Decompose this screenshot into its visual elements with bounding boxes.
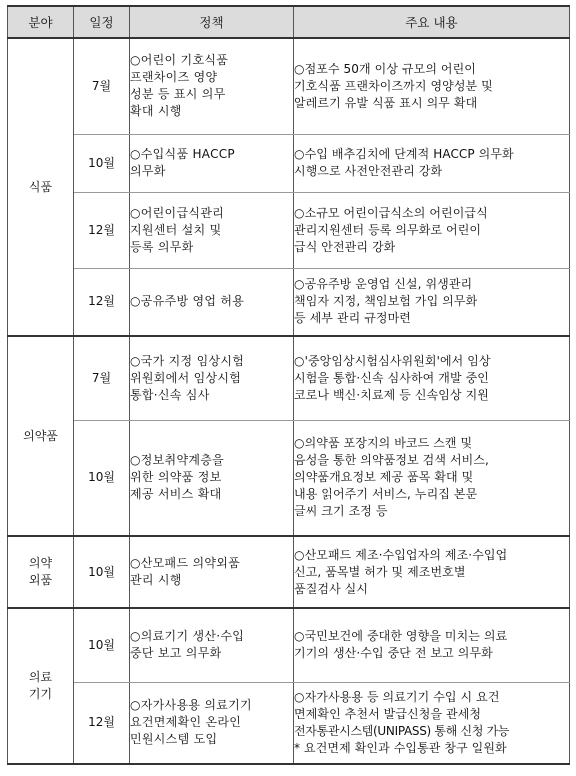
- content-line: 내용 읽어주기 서비스, 누리집 본문: [294, 487, 478, 502]
- policy-line: 등록 의무화: [130, 239, 194, 254]
- header-policy: 정책: [130, 6, 294, 38]
- date-cell: 12월: [74, 268, 130, 336]
- table-row: [8, 192, 570, 268]
- policy-cell: [130, 38, 294, 134]
- policy-line: 확대 시행: [130, 104, 182, 119]
- content-cell: [294, 682, 570, 764]
- content-cell: [294, 536, 570, 608]
- policy-line: 통합·신속 심사: [130, 387, 210, 402]
- content-line: ○산모패드 제조·수입업자의 제조·수입업: [294, 547, 508, 562]
- policy-cell: [130, 420, 294, 536]
- policy-line: ○자가사용용 의료기기: [130, 698, 252, 713]
- content-line: 전자통관시스템(UNIPASS) 통해 신청 가능: [294, 723, 510, 738]
- content-line: 알레르기 유발 식품 표시 의무 확대: [294, 95, 478, 110]
- header-area: 분야: [8, 6, 74, 38]
- policy-schedule-table: [7, 5, 570, 765]
- content-line: ○수입 배추김치에 단계적 HACCP 의무화: [294, 147, 514, 161]
- policy-line: 관리 시행: [130, 573, 182, 587]
- policy-cell: [130, 192, 294, 268]
- policy-line: ○정보취약계층을: [130, 453, 225, 468]
- policy-cell: [130, 608, 294, 682]
- table-row: [8, 608, 570, 682]
- content-note: * 요건면제 확인과 수입통관 창구 일원화: [294, 740, 507, 755]
- policy-line: 의무화: [130, 164, 166, 178]
- content-line: ○'중앙임상시험심사위원회'에서 임상: [294, 353, 491, 368]
- policy-cell: [130, 268, 294, 336]
- content-line: 의약품개요정보 제공 품목 확대 및: [294, 470, 474, 485]
- policy-line: 프랜차이즈 영양: [130, 70, 218, 85]
- content-line: ○자가사용용 등 의료기기 수입 시 요건: [294, 689, 500, 704]
- table-row: [8, 682, 570, 764]
- area-line: 기기: [28, 687, 53, 701]
- policy-line: ○공유주방 영업 허용: [130, 294, 245, 309]
- content-cell: [294, 38, 570, 134]
- content-cell: [294, 336, 570, 420]
- policy-line: ○어린이급식관리: [130, 205, 225, 220]
- area-cell: 식품: [8, 38, 74, 336]
- content-cell: [294, 420, 570, 536]
- content-line: 면제확인 추천서 발급신청을 관세청: [294, 706, 482, 721]
- policy-line: 요건면제확인 온라인: [130, 715, 242, 730]
- area-line: 의약: [28, 556, 53, 570]
- table-row: [8, 420, 570, 536]
- content-cell: [294, 192, 570, 268]
- policy-line: 위원회에서 임상시험: [130, 370, 242, 385]
- table-row: [8, 38, 570, 134]
- area-cell: 의약품: [8, 336, 74, 536]
- content-line: 책임자 지정, 책임보험 가입 의무화: [294, 294, 478, 309]
- content-line: 기호식품 프랜차이즈까지 영양성분 및: [294, 78, 493, 93]
- content-cell: [294, 268, 570, 336]
- date-cell: 10월: [74, 608, 130, 682]
- policy-line: ○산모패드 의약외품: [130, 556, 241, 570]
- table-row: [8, 336, 570, 420]
- content-line: 등 세부 관리 규정마련: [294, 311, 411, 326]
- policy-cell: [130, 134, 294, 192]
- date-cell: 10월: [74, 134, 130, 192]
- content-line: ○공유주방 운영업 신설, 위생관리: [294, 277, 473, 292]
- policy-line: 제공 서비스 확대: [130, 487, 222, 502]
- content-cell: [294, 134, 570, 192]
- policy-cell: [130, 336, 294, 420]
- table-row: [8, 134, 570, 192]
- area-cell: [8, 536, 74, 608]
- table-body: [8, 38, 570, 764]
- date-cell: 10월: [74, 536, 130, 608]
- content-line: 시행으로 사전안전관리 강화: [294, 164, 443, 178]
- content-line: 음성을 통한 의약품정보 검색 서비스,: [294, 453, 489, 468]
- policy-line: 성분 등 표시 의무: [130, 87, 226, 102]
- policy-line: ○의료기기 생산·수입: [130, 629, 245, 644]
- content-line: 신고, 품목별 허가 및 제조번호별: [294, 564, 466, 579]
- date-cell: 10월: [74, 420, 130, 536]
- header-date: 일정: [74, 6, 130, 38]
- table-header-row: [8, 6, 570, 38]
- content-line: 품질검사 실시: [294, 581, 369, 596]
- policy-line: 민원시스템 도입: [130, 732, 218, 747]
- policy-cell: [130, 536, 294, 608]
- header-content: 주요 내용: [294, 6, 570, 38]
- area-line: 의료: [28, 670, 53, 684]
- content-line: ○국민보건에 중대한 영향을 미치는 의료: [294, 629, 508, 644]
- policy-line: 중단 보고 의무화: [130, 646, 222, 661]
- content-line: ○의약품 포장지의 바코드 스캔 및: [294, 436, 473, 451]
- policy-cell: [130, 682, 294, 764]
- content-cell: [294, 608, 570, 682]
- table-row: [8, 268, 570, 336]
- content-line: ○점포수 50개 이상 규모의 어린이: [294, 61, 477, 76]
- policy-line: 위한 의약품 정보: [130, 470, 222, 485]
- area-line: 외품: [28, 573, 53, 587]
- content-line: 기기의 생산·수입 중단 전 보고 의무화: [294, 646, 493, 661]
- content-line: 시험을 통합·신속 심사하여 개발 중인: [294, 370, 489, 385]
- policy-line: ○국가 지정 임상시험: [130, 353, 245, 368]
- content-line: 코로나 백신·치료제 등 신속임상 지원: [294, 387, 489, 402]
- date-cell: 12월: [74, 192, 130, 268]
- policy-line: 지원센터 설치 및: [130, 222, 222, 237]
- content-line: 급식 안전관리 강화: [294, 239, 396, 254]
- area-cell: [8, 608, 74, 764]
- date-cell: 7월: [74, 38, 130, 134]
- content-line: ○소규모 어린이급식소의 어린이급식: [294, 205, 488, 220]
- content-line: 글씨 크기 조정 등: [294, 504, 388, 519]
- table-row: [8, 536, 570, 608]
- date-cell: 7월: [74, 336, 130, 420]
- policy-line: ○어린이 기호식품: [130, 53, 229, 68]
- date-cell: 12월: [74, 682, 130, 764]
- content-line: 관리지원센터 등록 의무화로 어린이: [294, 222, 482, 237]
- policy-line: ○수입식품 HACCP: [130, 147, 235, 161]
